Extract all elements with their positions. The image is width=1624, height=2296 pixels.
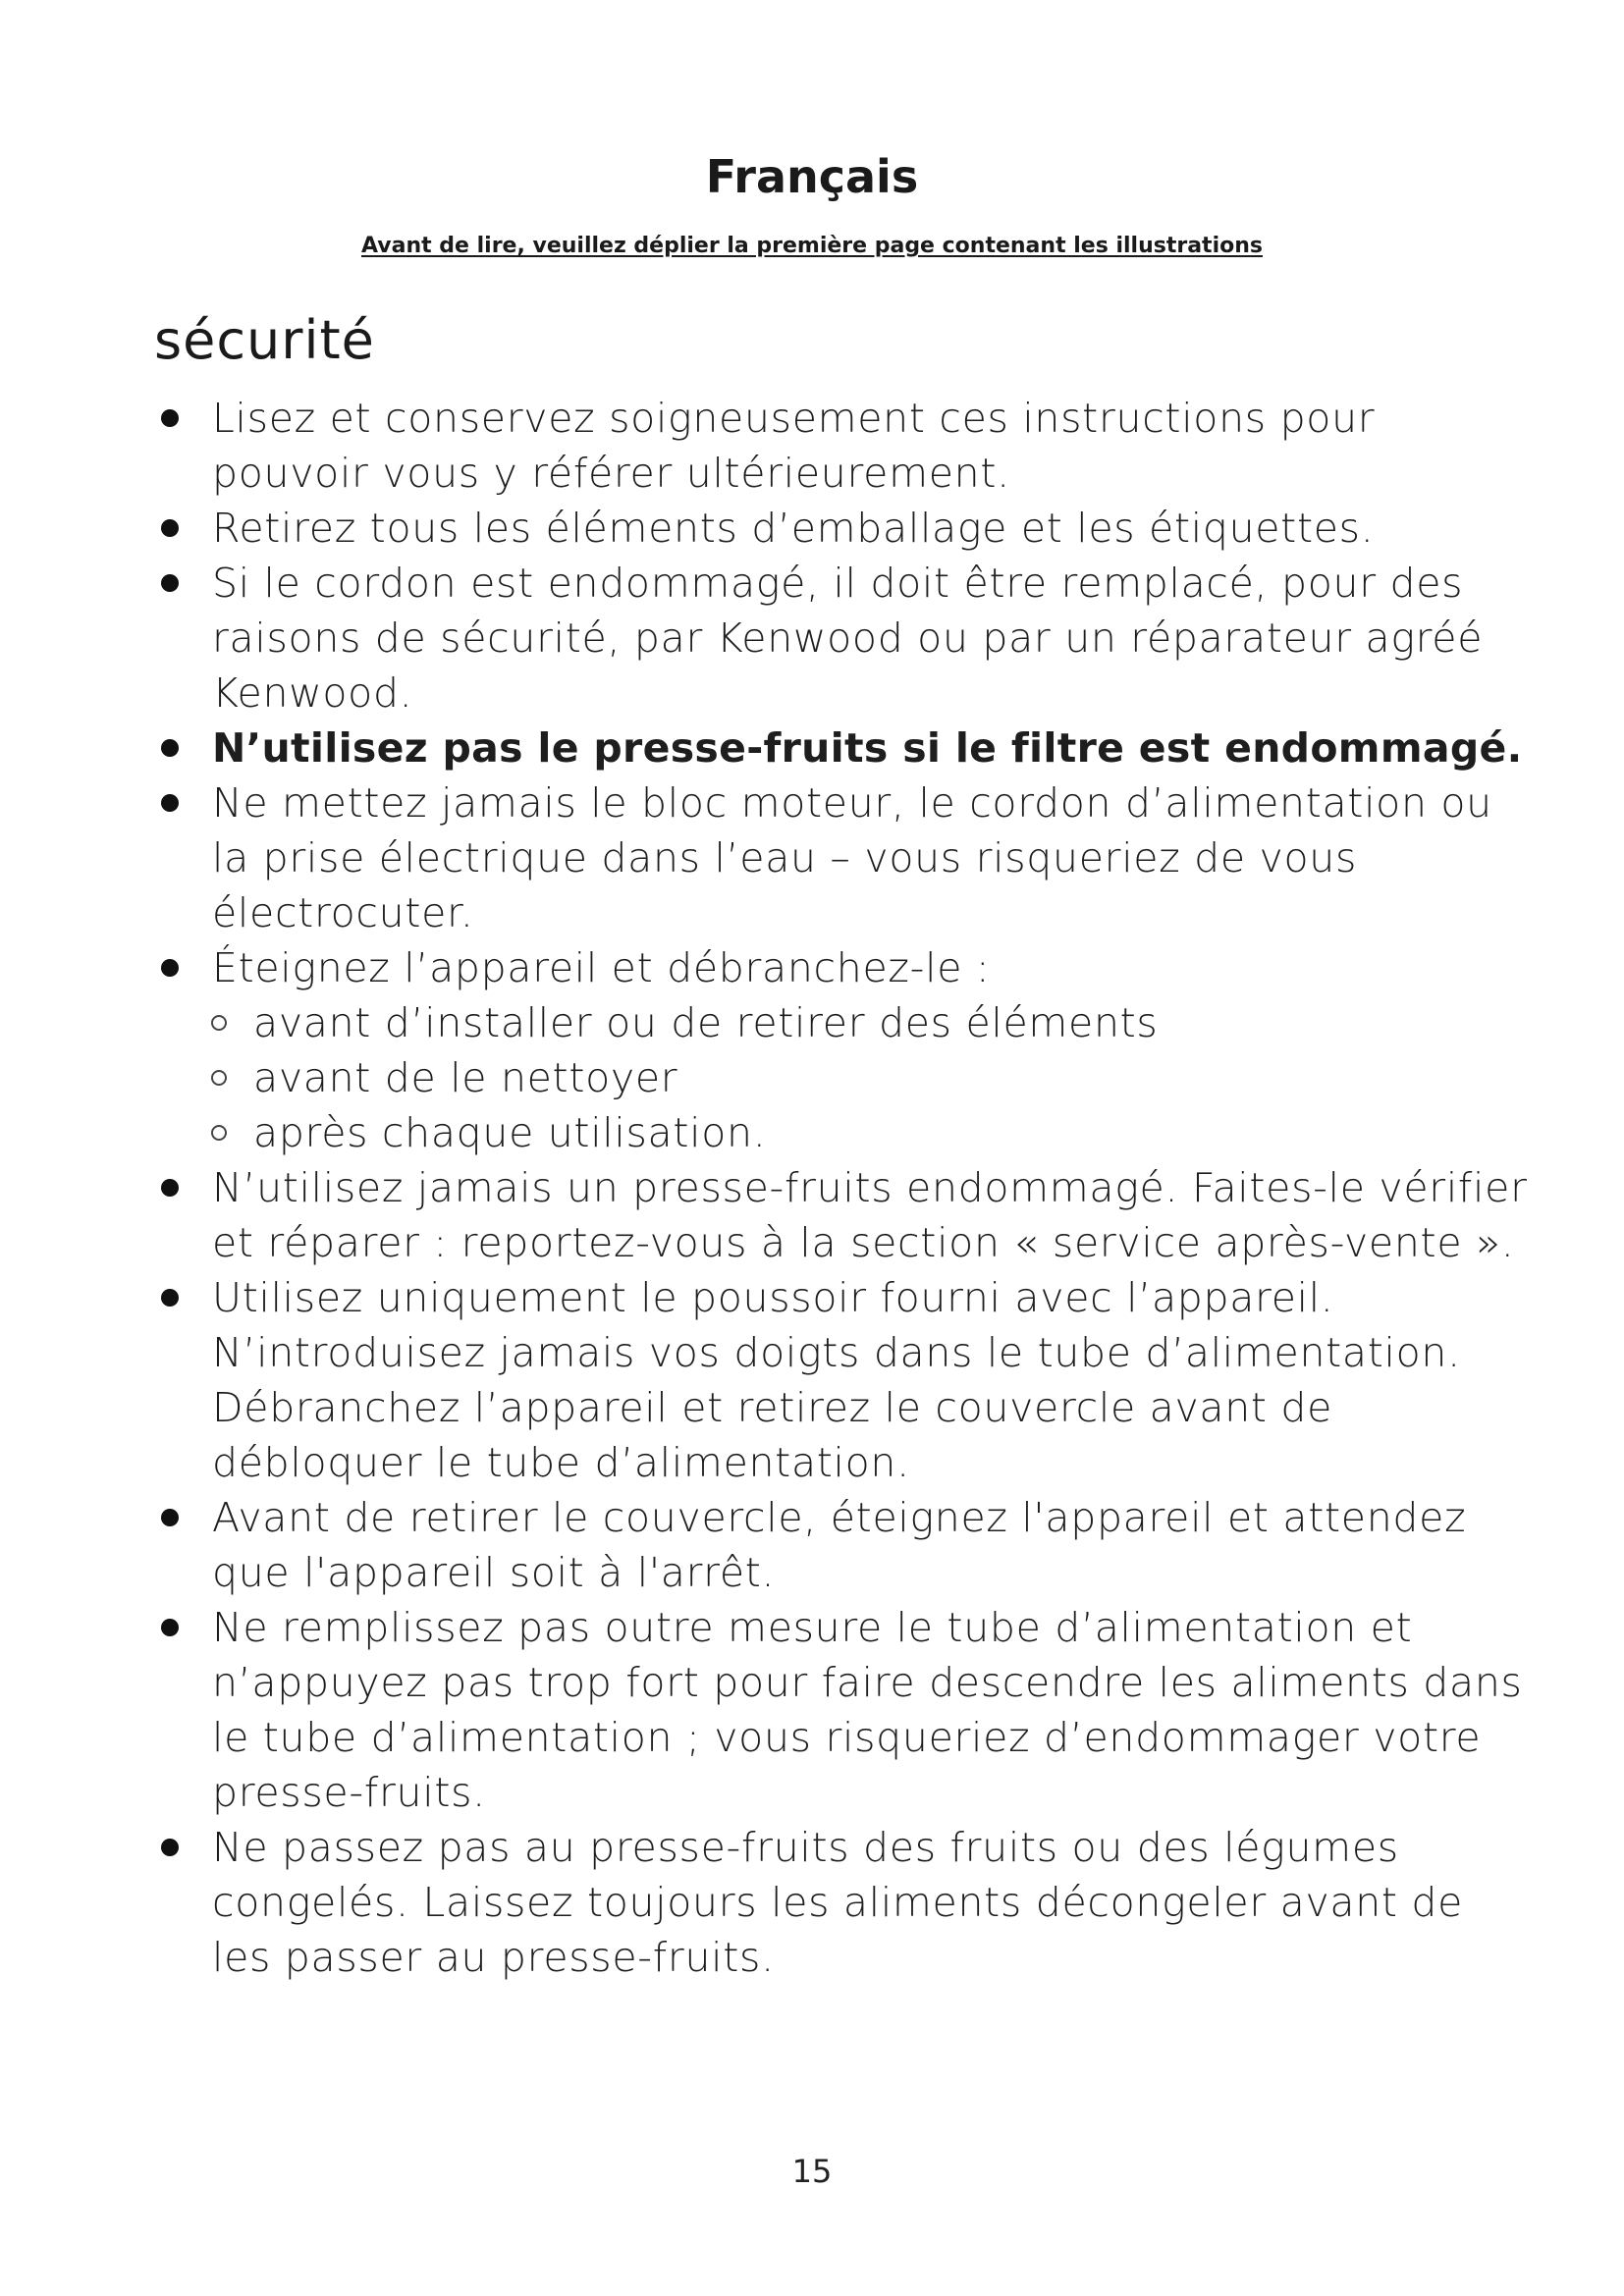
list-item [154, 501, 1529, 556]
page-number: 15 [791, 2153, 833, 2190]
safety-list [154, 391, 1529, 1985]
bullet-icon [161, 1179, 179, 1197]
list-item [154, 391, 1529, 501]
bullet-icon [161, 959, 179, 977]
list-item [154, 940, 1529, 1160]
list-item-text: Retirez tous les éléments d’emballage et les étiquettes. [212, 505, 1375, 552]
sub-list-item-text: avant d’installer ou de retirer des éléments [253, 999, 1159, 1046]
page-subtitle: Avant de lire, veuillez déplier la première page contenant les illustrations [361, 234, 1263, 258]
list-item-text: Utilisez uniquement le poussoir fourni avec l’appareil. N’introduisez jamais vos doigts dans le tube d’alimentation. Débranchez l’appareil et retirez le couvercle avant de débloquer le tube d’alimentation. [212, 1274, 1461, 1486]
list-item-text: Si le cordon est endommagé, il doit être remplacé, pour des raisons de sécurité, par Kenwood ou par un réparateur agréé Kenwood. [212, 560, 1484, 717]
bullet-icon [161, 1619, 179, 1636]
list-item-text: Avant de retirer le couvercle, éteignez l'appareil et attendez que l'appareil soit à l'arrêt. [212, 1494, 1467, 1596]
bullet-icon [161, 1509, 179, 1526]
list-item-text: Ne mettez jamais le bloc moteur, le cordon d’alimentation ou la prise électrique dans l’eau – vous risqueriez de vous électrocuter. [212, 779, 1492, 936]
list-item [154, 1820, 1529, 1985]
bullet-icon [161, 1289, 179, 1307]
list-item [154, 775, 1529, 940]
circle-bullet-icon [211, 1015, 227, 1031]
sub-list-item [204, 1105, 1529, 1160]
bullet-icon [161, 519, 179, 537]
bullet-icon [161, 739, 179, 757]
bullet-icon [161, 409, 179, 427]
bullet-icon [161, 574, 179, 592]
list-item-text: Ne remplissez pas outre mesure le tube d’alimentation et n’appuyez pas trop fort pour faire descendre les aliments dans le tube d’alimentation ; vous risqueriez d’endommager votre presse-fruits. [212, 1604, 1523, 1816]
list-item-text: N’utilisez pas le presse-fruits si le filtre est endommagé. [212, 724, 1523, 772]
circle-bullet-icon [211, 1125, 227, 1141]
bullet-icon [161, 794, 179, 812]
sub-list-item-text: avant de le nettoyer [253, 1054, 678, 1101]
list-item-warning [154, 721, 1529, 775]
bullet-icon [161, 1839, 179, 1856]
section-title: sécurité [154, 309, 375, 371]
list-item-text: Ne passez pas au presse-fruits des fruits ou des légumes congelés. Laissez toujours les aliments décongeler avant de les passer au presse-fruits. [212, 1824, 1464, 1981]
sub-list-item [204, 1050, 1529, 1105]
page-title: Français [705, 150, 919, 203]
list-item [154, 1160, 1529, 1270]
circle-bullet-icon [211, 1070, 227, 1086]
sub-list-item [204, 995, 1529, 1050]
list-item [154, 1270, 1529, 1490]
list-item-text: N’utilisez jamais un presse-fruits endommagé. Faites-le vérifier et réparer : reportez-vous à la section « service après-vente ». [212, 1164, 1528, 1266]
sub-list-item-text: après chaque utilisation. [253, 1109, 767, 1156]
list-item [154, 1600, 1529, 1820]
list-item-text: Éteignez l’appareil et débranchez-le : [212, 944, 991, 991]
list-item-text: Lisez et conservez soigneusement ces instructions pour pouvoir vous y référer ultérieurement. [212, 395, 1376, 497]
sub-list [212, 995, 1529, 1160]
list-item [154, 1490, 1529, 1600]
list-item [154, 556, 1529, 721]
